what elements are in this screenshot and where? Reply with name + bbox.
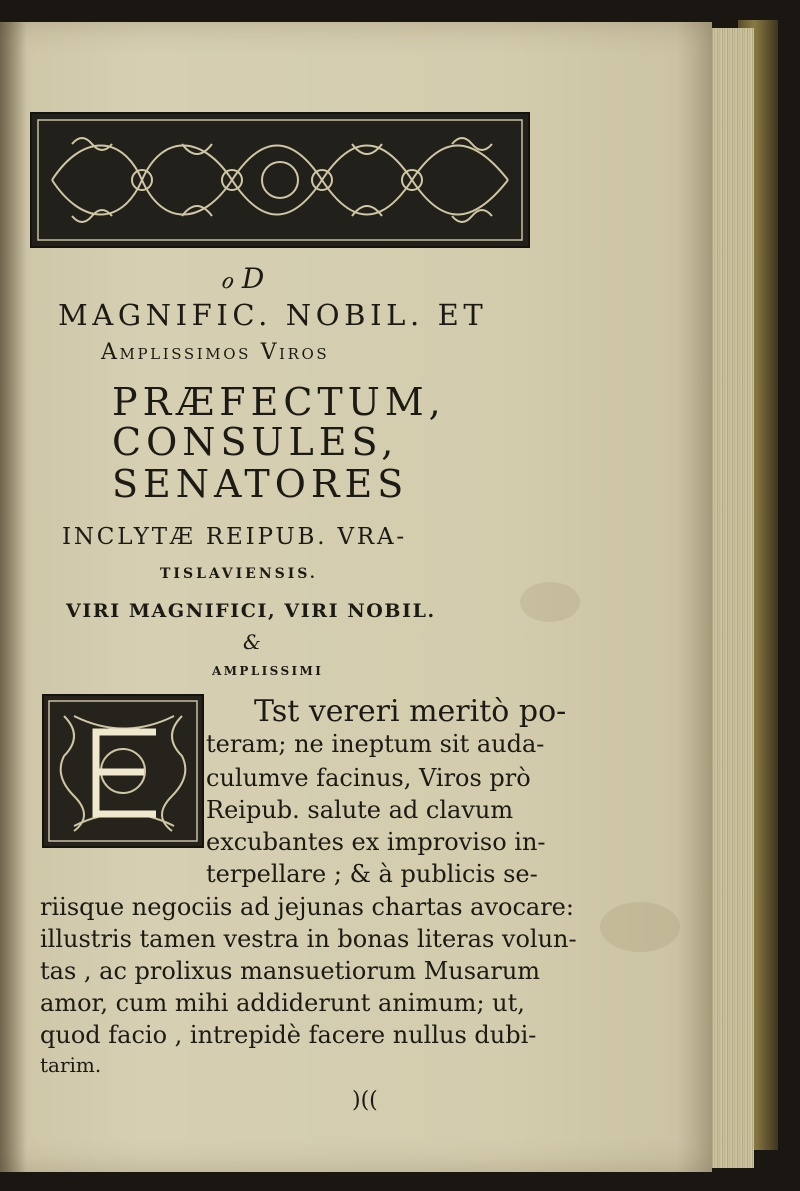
body-line: culumve facinus, Viros prò [206, 764, 531, 792]
body-line: Reipub. salute ad clavum [206, 796, 514, 824]
body-line: tas , ac prolixus mansuetiorum Musarum [40, 957, 541, 985]
paper-stain [520, 582, 580, 622]
body-line: quod facio , intrepidè facere nullus dubi- [40, 1021, 537, 1049]
heading-tislaviensis: TISLAVIENSIS. [160, 566, 318, 582]
body-line: excubantes ex improviso in- [206, 828, 546, 856]
body-line: tarim. [40, 1053, 102, 1077]
salutation-amplissimi: AMPLISSIMI [212, 664, 324, 678]
body-line: Tst vereri meritò po- [254, 694, 567, 729]
heading-amplissimos: Amplissimos Viros [101, 340, 330, 365]
page-edges [706, 28, 754, 1168]
ornamental-headpiece [30, 112, 530, 248]
body-line: illustris tamen vestra in bonas literas volun- [40, 925, 577, 953]
heading-magnific: MAGNIFIC. NOBIL. ET [58, 298, 488, 332]
paper-stain [600, 902, 680, 952]
salutation-ampersand: & [243, 630, 261, 654]
heading-inclytae: INCLYTÆ REIPUB. VRA- [62, 524, 407, 550]
signature-mark: )(( [352, 1088, 378, 1113]
body-line: terpellare ; & à publicis se- [206, 860, 538, 888]
heading-senatores: SENATORES [112, 462, 409, 506]
decorated-initial-e [42, 694, 204, 848]
salutation-viri: VIRI MAGNIFICI, VIRI NOBIL. [66, 600, 436, 622]
heading-consules: CONSULES, [112, 420, 399, 464]
heading-praefectum: PRÆFECTUM, [112, 380, 446, 424]
body-line: riisque negociis ad jejunas chartas avocare: [40, 893, 574, 921]
gutter-shadow [0, 22, 26, 1172]
body-line: amor, cum mihi addiderunt animum; ut, [40, 989, 525, 1017]
body-line: teram; ne ineptum sit auda- [206, 730, 545, 758]
heading-ad: ℴ D [220, 262, 265, 295]
